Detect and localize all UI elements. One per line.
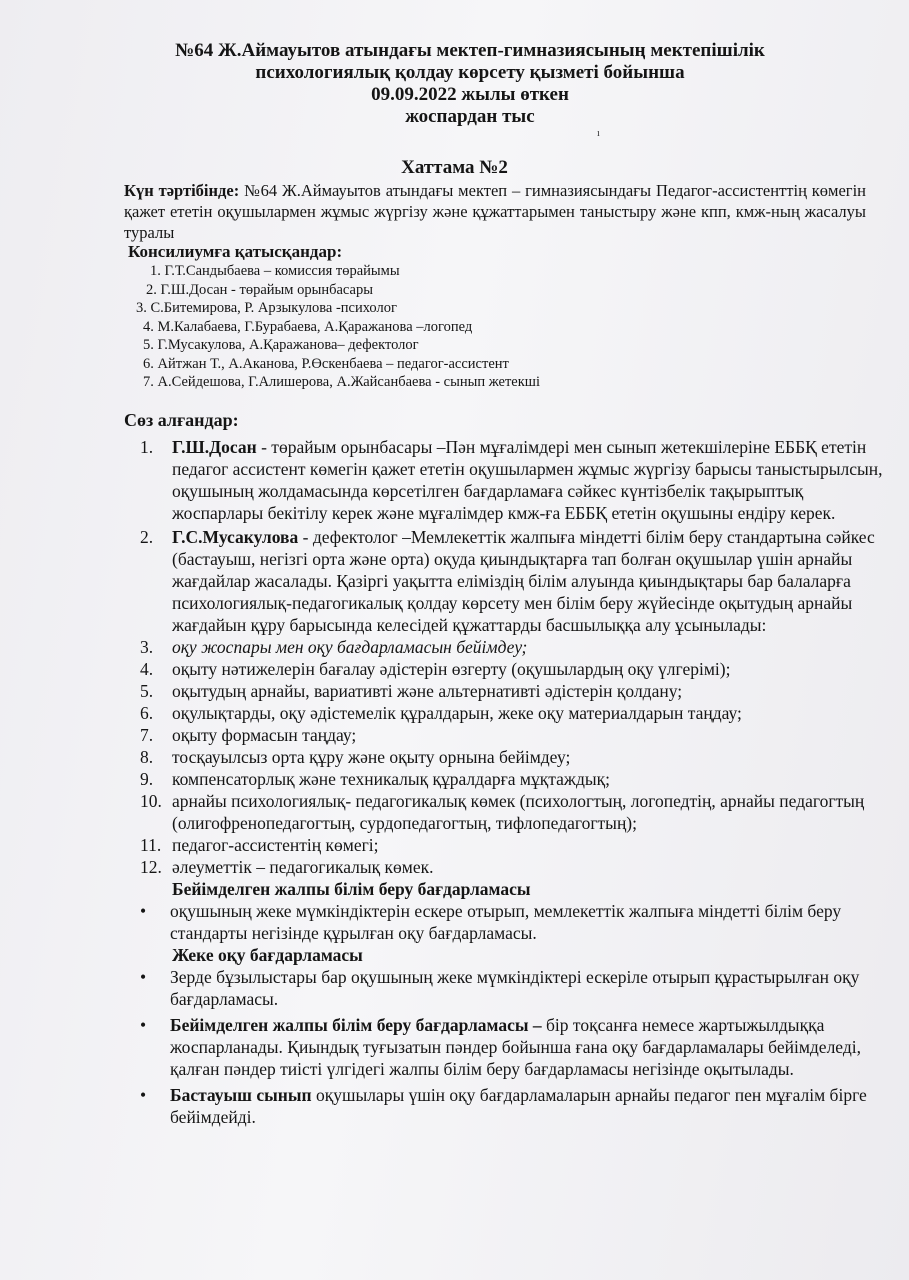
agenda-text: №64 Ж.Аймауытов атындағы мектеп – гимназиясындағы Педагог-ассистенттің көмегін қажет ететін оқушылармен жұмыс жүргізу және құжаттарымен таныстыру және кпп, кмж-ның жасалуы туралы xyxy=(124,181,866,242)
item-text: тосқауылсыз орта құру және оқыту орнына бейімдеу; xyxy=(172,747,571,767)
list-item xyxy=(140,658,884,680)
header-line-4: жоспардан тыс xyxy=(405,106,535,127)
list-item xyxy=(140,768,884,790)
item-text: - дефектолог –Мемлекеттік жалпыға міндетті білім беру стандартына сәйкес (бастауыш, негізгі орта және орта) оқуда қиындықтарға тап болған оқушылар үшін арнайы жағдайлар жасалады. Қазіргі уақытта еліміздің білім алуында қиындықтары бар балаларға психологиялық-педагогикалық қолдау көрсету мен білім беру жүйесінде оқытудың арнайы жағдайын құру барысында келесідей құжаттарды басшылыққа алу ұсынылады: xyxy=(172,527,875,635)
list-item xyxy=(140,746,884,768)
item-text: оқулықтарды, оқу әдістемелік құралдарын, жеке оқу материалдарын таңдау; xyxy=(172,703,742,723)
item-number: 12. xyxy=(140,857,162,877)
list-item xyxy=(140,436,884,524)
speakers-list xyxy=(140,436,884,1128)
list-item xyxy=(140,636,884,658)
header-line-1: №64 Ж.Аймауытов атындағы мектеп-гимназиясының мектепішілік xyxy=(175,40,765,61)
council-member: 6. Айтжан Т., А.Аканова, Р.Өскенбаева – педагог-ассистент xyxy=(143,355,509,372)
program-heading: Бейімделген жалпы білім беру бағдарламасы xyxy=(172,879,531,899)
item-text: оқыту нәтижелерін бағалау әдістерін өзгерту (оқушылардың оқу үлгерімі); xyxy=(172,659,731,679)
protocol-title: Хаттама №2 xyxy=(401,157,508,178)
program-description xyxy=(140,900,884,944)
item-number: 3. xyxy=(140,637,154,657)
list-item xyxy=(140,724,884,746)
list-item xyxy=(140,702,884,724)
document-header xyxy=(120,40,820,128)
item-text: - төрайым орынбасары –Пән мұғалімдері мен сынып жетекшілеріне ЕББҚ ететін педагог ассистент көмегін қажет ететін оқушылармен жұмыс жүргізу барысы таныстырылсын, оқушының жолдамасында көрсетілген бағдарламаға сәйкес күнтізбелік тақырыптық жоспарлары бекітілу керек және мұғалімдер кмж-ға ЕББҚ ететін оқушыны ендіру керек. xyxy=(172,437,883,523)
note-label: Бастауыш сынып xyxy=(170,1085,312,1105)
council-member-list xyxy=(136,262,540,392)
program-note xyxy=(140,1084,884,1128)
item-number: 6. xyxy=(140,703,154,723)
item-text: компенсаторлық және техникалық құралдарға мұқтаждық; xyxy=(172,769,610,789)
council-member: 7. А.Сейдешова, Г.Алишерова, А.Жайсанбаева - сынып жетекші xyxy=(143,374,540,390)
list-item xyxy=(140,790,884,834)
council-member: 5. Г.Мусакулова, А.Қаражанова– дефектолог xyxy=(143,337,419,353)
bullet-icon: • xyxy=(140,967,147,987)
program-heading: Жеке оқу бағдарламасы xyxy=(172,945,363,965)
item-number: 2. xyxy=(140,527,154,547)
list-item xyxy=(140,856,884,878)
item-number: 11. xyxy=(140,835,162,855)
item-number: 7. xyxy=(140,725,154,745)
item-text: Зерде бұзылыстары бар оқушының жеке мүмкіндіктері ескеріле отырып құрастырылған оқу бағдарламасы. xyxy=(170,967,860,1009)
item-number: 10. xyxy=(140,791,162,811)
item-text: бір тоқсанға немесе жартыжылдыққа жоспарланады. Қиындық туғызатын пәндер бойынша ғана оқу бағдарламалары бейімделеді, қалған пәндер тиісті үлгідегі жалпы білім беру бағдарламасы негізінде оқытылады. xyxy=(170,1015,861,1079)
council-member: 4. М.Калабаева, Г.Бурабаева, А.Қаражанова –логопед xyxy=(143,318,473,335)
item-number: 8. xyxy=(140,747,154,767)
item-text: оқыту формасын таңдау; xyxy=(172,725,357,745)
council-member: 3. С.Битемирова, Р. Арзыкулова -психолог xyxy=(136,300,397,316)
item-text: оқушының жеке мүмкіндіктерін ескере отырып, мемлекеттік жалпыға міндетті білім беру стандарты негізінде құрылған оқу бағдарламасы. xyxy=(170,901,842,943)
list-item xyxy=(140,680,884,702)
item-number: 9. xyxy=(140,769,154,789)
council-member: 1. Г.Т.Сандыбаева – комиссия төрайымы xyxy=(150,263,400,279)
list-item xyxy=(140,526,884,636)
item-text: арнайы психологиялық- педагогикалық көмек (психологтың, логопедтің, арнайы педагогтың (олигофренопедагогтың, сурдопедагогтың, тифлопедагогтың); xyxy=(172,791,865,833)
note-label: Бейімделген жалпы білім беру бағдарламасы – xyxy=(170,1015,542,1035)
header-line-2: психологиялық қолдау көрсету қызметі бойынша xyxy=(255,62,685,83)
list-item xyxy=(140,834,884,856)
agenda-paragraph xyxy=(124,180,866,243)
item-number: 4. xyxy=(140,659,154,679)
item-text: оқушылары үшін оқу бағдарламаларын арнайы педагог пен мұғалім бірге бейімдейді. xyxy=(170,1085,867,1127)
item-text: әлеуметтік – педагогикалық көмек. xyxy=(172,857,434,877)
item-text: оқу жоспары мен оқу бағдарламасын бейімдеу; xyxy=(172,637,528,657)
speaker-name: Г.С.Мусакулова xyxy=(172,527,299,547)
program-description xyxy=(140,966,884,1010)
council-heading: Консилиумға қатысқандар: xyxy=(128,242,343,261)
header-line-3: 09.09.2022 жылы өткен xyxy=(371,84,569,105)
bullet-icon: • xyxy=(140,1085,147,1105)
agenda-label: Күн тәртібінде: xyxy=(124,181,240,200)
item-number: 1. xyxy=(140,437,154,457)
item-number: 5. xyxy=(140,681,154,701)
bullet-icon: • xyxy=(140,1015,147,1035)
item-text: педагог-ассистентің көмегі; xyxy=(172,835,379,855)
tick-mark: ı xyxy=(597,128,600,139)
bullet-icon: • xyxy=(140,901,147,921)
speaker-name: Г.Ш.Досан xyxy=(172,437,257,457)
council-member: 2. Г.Ш.Досан - төрайым орынбасары xyxy=(146,281,373,298)
item-text: оқытудың арнайы, вариативті және альтернативті әдістерін қолдану; xyxy=(172,681,683,701)
speakers-heading: Сөз алғандар: xyxy=(124,410,239,430)
program-note xyxy=(140,1014,884,1080)
